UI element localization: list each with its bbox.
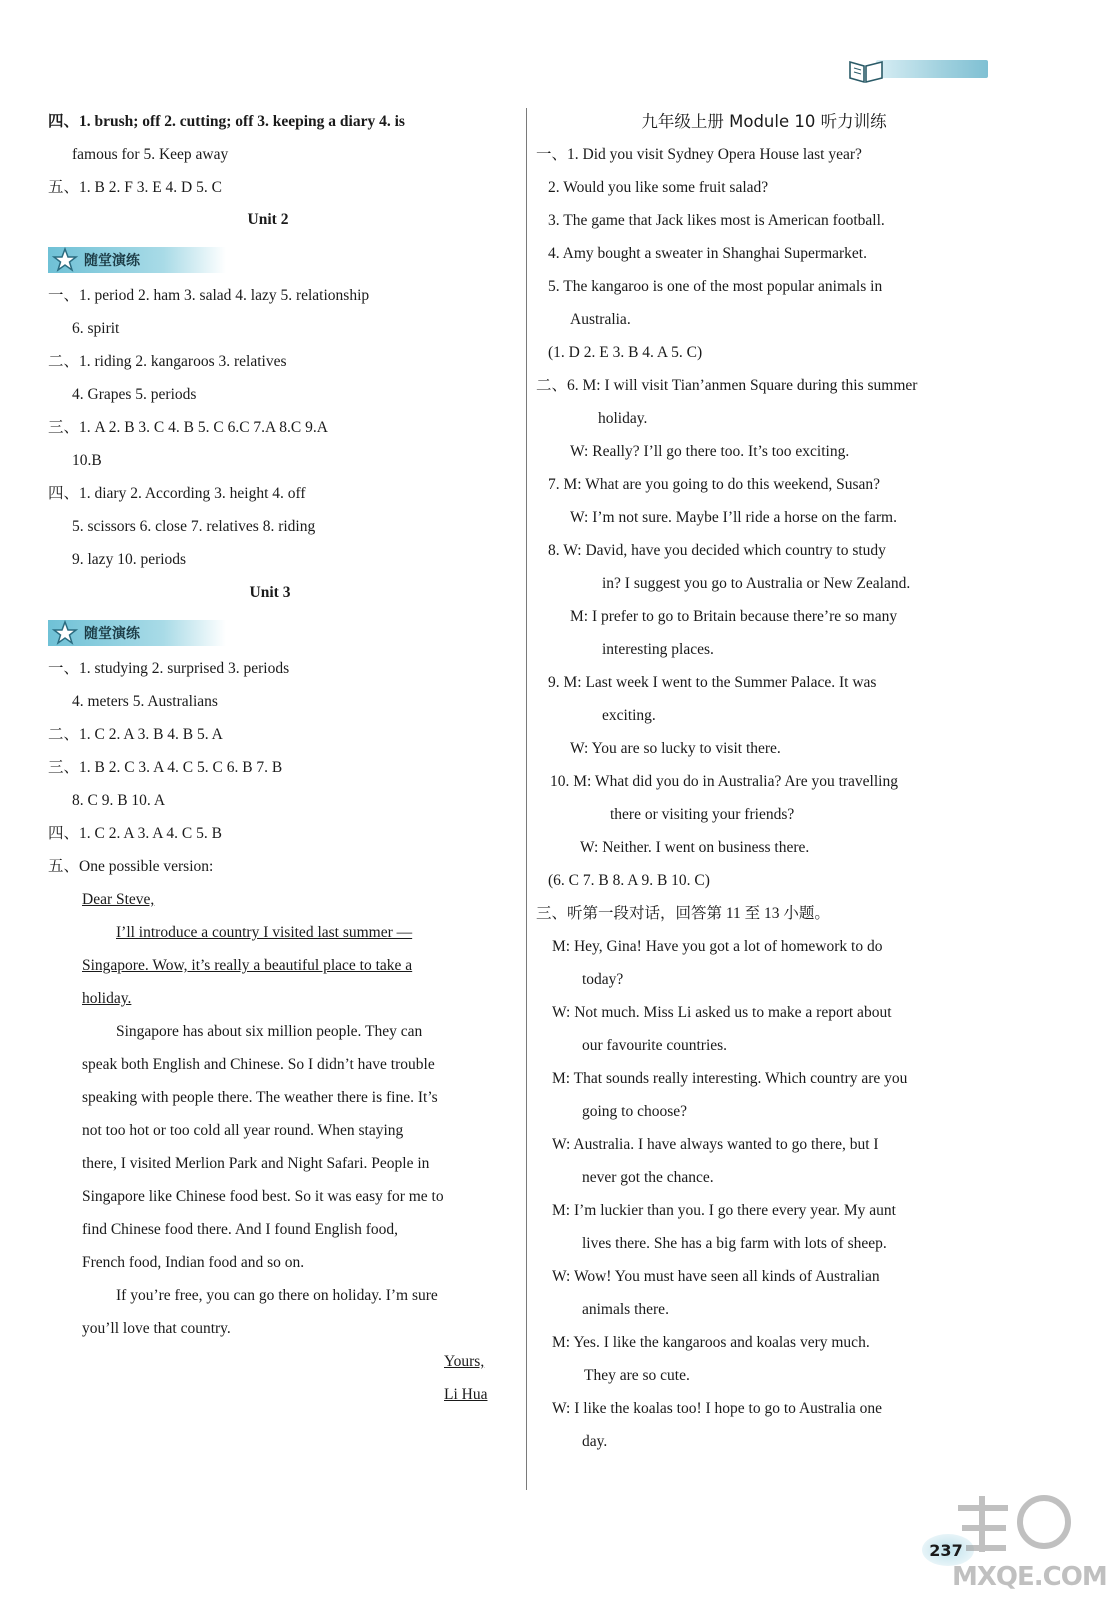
listening-line: 一、1. Did you visit Sydney Opera House last year? [536, 146, 862, 163]
u2-line8: 5. scissors 6. close 7. relatives 8. riding [72, 518, 316, 535]
watermark [952, 1478, 1107, 1596]
letter-p2-line5: there, I visited Merlion Park and Night Safari. People in [82, 1155, 430, 1172]
u2-line5: 三、1. A 2. B 3. C 4. B 5. C 6.C 7.A 8.C 9.A [48, 419, 328, 436]
u2-line3: 二、1. riding 2. kangaroos 3. relatives [48, 353, 287, 370]
page-number: 237 [929, 1541, 963, 1560]
listening-line: (1. D 2. E 3. B 4. A 5. C) [548, 344, 703, 361]
listening-line: Australia. [570, 311, 631, 328]
letter-p2-line2: speak both English and Chinese. So I didn’t have trouble [82, 1056, 435, 1073]
listening-line: exciting. [602, 707, 656, 724]
s4-line1: 四、1. brush; off 2. cutting; off 3. keeping a diary 4. is [48, 113, 405, 130]
u3-line3: 二、1. C 2. A 3. B 4. B 5. A [48, 726, 223, 743]
letter-p2-line3: speaking with people there. The weather there is fine. It’s [82, 1089, 438, 1106]
u3-line1: 一、1. studying 2. surprised 3. periods [48, 660, 290, 677]
listening-line: lives there. She has a big farm with lots of sheep. [582, 1235, 887, 1252]
listening-line: M: Yes. I like the kangaroos and koalas very much. [552, 1334, 870, 1351]
practice-banner-unit3 [48, 620, 226, 646]
letter-p3-line2: you’ll love that country. [82, 1320, 231, 1337]
banner-label: 随堂演练 [84, 626, 140, 642]
listening-line: M: I’m luckier than you. I go there every year. My aunt [552, 1202, 896, 1219]
unit3-title: Unit 3 [249, 584, 291, 601]
listening-line: M: That sounds really interesting. Which country are you [552, 1070, 908, 1087]
letter-greeting: Dear Steve, [82, 891, 155, 908]
unit2-title: Unit 2 [247, 211, 289, 228]
listening-line: W: You are so lucky to visit there. [570, 740, 781, 757]
listening-line: W: Wow! You must have seen all kinds of Australian [552, 1268, 880, 1285]
letter-signature: Li Hua [444, 1386, 488, 1403]
column-divider [526, 108, 527, 1490]
listening-line: W: Really? I’ll go there too. It’s too exciting. [570, 443, 850, 460]
u2-line4: 4. Grapes 5. periods [72, 386, 197, 403]
listening-line: in? I suggest you go to Australia or New Zealand. [602, 575, 911, 592]
listening-line: 2. Would you like some fruit salad? [548, 179, 769, 196]
listening-line: our favourite countries. [582, 1037, 728, 1054]
watermark-logo-icon [952, 1488, 1070, 1558]
listening-line: interesting places. [602, 641, 714, 658]
u2-line2: 6. spirit [72, 320, 120, 337]
listening-line: 10. M: What did you do in Australia? Are you travelling [550, 773, 898, 790]
letter-p2-line1: Singapore has about six million people. They can [116, 1023, 423, 1040]
listening-line: 4. Amy bought a sweater in Shanghai Supermarket. [548, 245, 867, 262]
u2-line7: 四、1. diary 2. According 3. height 4. off [48, 485, 306, 502]
header-bar [876, 60, 988, 78]
listening-line: animals there. [582, 1301, 669, 1318]
letter-p2-line7: find Chinese food there. And I found English food, [82, 1221, 398, 1238]
listening-line: there or visiting your friends? [610, 806, 795, 823]
practice-banner-unit2 [48, 247, 226, 273]
banner-label: 随堂演练 [84, 253, 140, 269]
letter-closing: Yours, [444, 1353, 485, 1370]
listening-line: never got the chance. [582, 1169, 714, 1186]
star-icon [52, 247, 78, 273]
listening-line: W: I like the koalas too! I hope to go to Australia one [552, 1400, 883, 1417]
u2-line1: 一、1. period 2. ham 3. salad 4. lazy 5. relationship [48, 287, 370, 304]
star-icon [52, 620, 78, 646]
listening-line: holiday. [598, 410, 648, 427]
letter-p1-line1: I’ll introduce a country I visited last summer — [116, 924, 413, 941]
listening-line: M: Hey, Gina! Have you got a lot of homework to do [552, 938, 883, 955]
letter-p1-line2: Singapore. Wow, it’s really a beautiful place to take a [82, 957, 413, 974]
letter-p2-line4: not too hot or too cold all year round. When staying [82, 1122, 404, 1139]
s4-line2: famous for 5. Keep away [72, 146, 229, 163]
listening-line: 9. M: Last week I went to the Summer Palace. It was [548, 674, 877, 691]
open-book-icon [846, 56, 886, 84]
letter-p2-line8: French food, Indian food and so on. [82, 1254, 305, 1271]
u3-line4: 三、1. B 2. C 3. A 4. C 5. C 6. B 7. B [48, 759, 283, 776]
listening-line: going to choose? [582, 1103, 688, 1120]
u3-line2: 4. meters 5. Australians [72, 693, 218, 710]
listening-line: They are so cute. [584, 1367, 690, 1384]
listening-line: W: Neither. I went on business there. [580, 839, 810, 856]
header-decoration [846, 50, 986, 90]
s5-line: 五、1. B 2. F 3. E 4. D 5. C [48, 179, 222, 196]
letter-p3-line1: If you’re free, you can go there on holiday. I’m sure [116, 1287, 438, 1304]
listening-line: 二、6. M: I will visit Tian’anmen Square during this summer [536, 377, 918, 394]
listening-line: 5. The kangaroo is one of the most popular animals in [548, 278, 883, 295]
listening-line: 8. W: David, have you decided which country to study [548, 542, 886, 559]
listening-line: today? [582, 971, 624, 988]
listening-line: M: I prefer to go to Britain because there’re so many [570, 608, 898, 625]
right-section-title: 九年级上册 Module 10 听力训练 [641, 112, 887, 131]
listening-line: 3. The game that Jack likes most is American football. [548, 212, 885, 229]
u3-line7: 五、One possible version: [48, 858, 214, 875]
u3-line5: 8. C 9. B 10. A [72, 792, 166, 809]
u2-line9: 9. lazy 10. periods [72, 551, 187, 568]
letter-p1-line3: holiday. [82, 990, 132, 1007]
listening-line: W: Not much. Miss Li asked us to make a report about [552, 1004, 892, 1021]
listening-line: W: Australia. I have always wanted to go there, but I [552, 1136, 879, 1153]
listening-line: day. [582, 1433, 608, 1450]
listening-line: 7. M: What are you going to do this weekend, Susan? [548, 476, 881, 493]
u2-line6: 10.B [72, 452, 102, 469]
letter-p2-line6: Singapore like Chinese food best. So it was easy for me to [82, 1188, 444, 1205]
watermark-text: MXQE.COM [952, 1562, 1107, 1592]
u3-line6: 四、1. C 2. A 3. A 4. C 5. B [48, 825, 222, 842]
listening-line: 三、听第一段对话，回答第 11 至 13 小题。 [536, 905, 830, 922]
listening-line: (6. C 7. B 8. A 9. B 10. C) [548, 872, 710, 889]
listening-line: W: I’m not sure. Maybe I’ll ride a horse on the farm. [570, 509, 897, 526]
